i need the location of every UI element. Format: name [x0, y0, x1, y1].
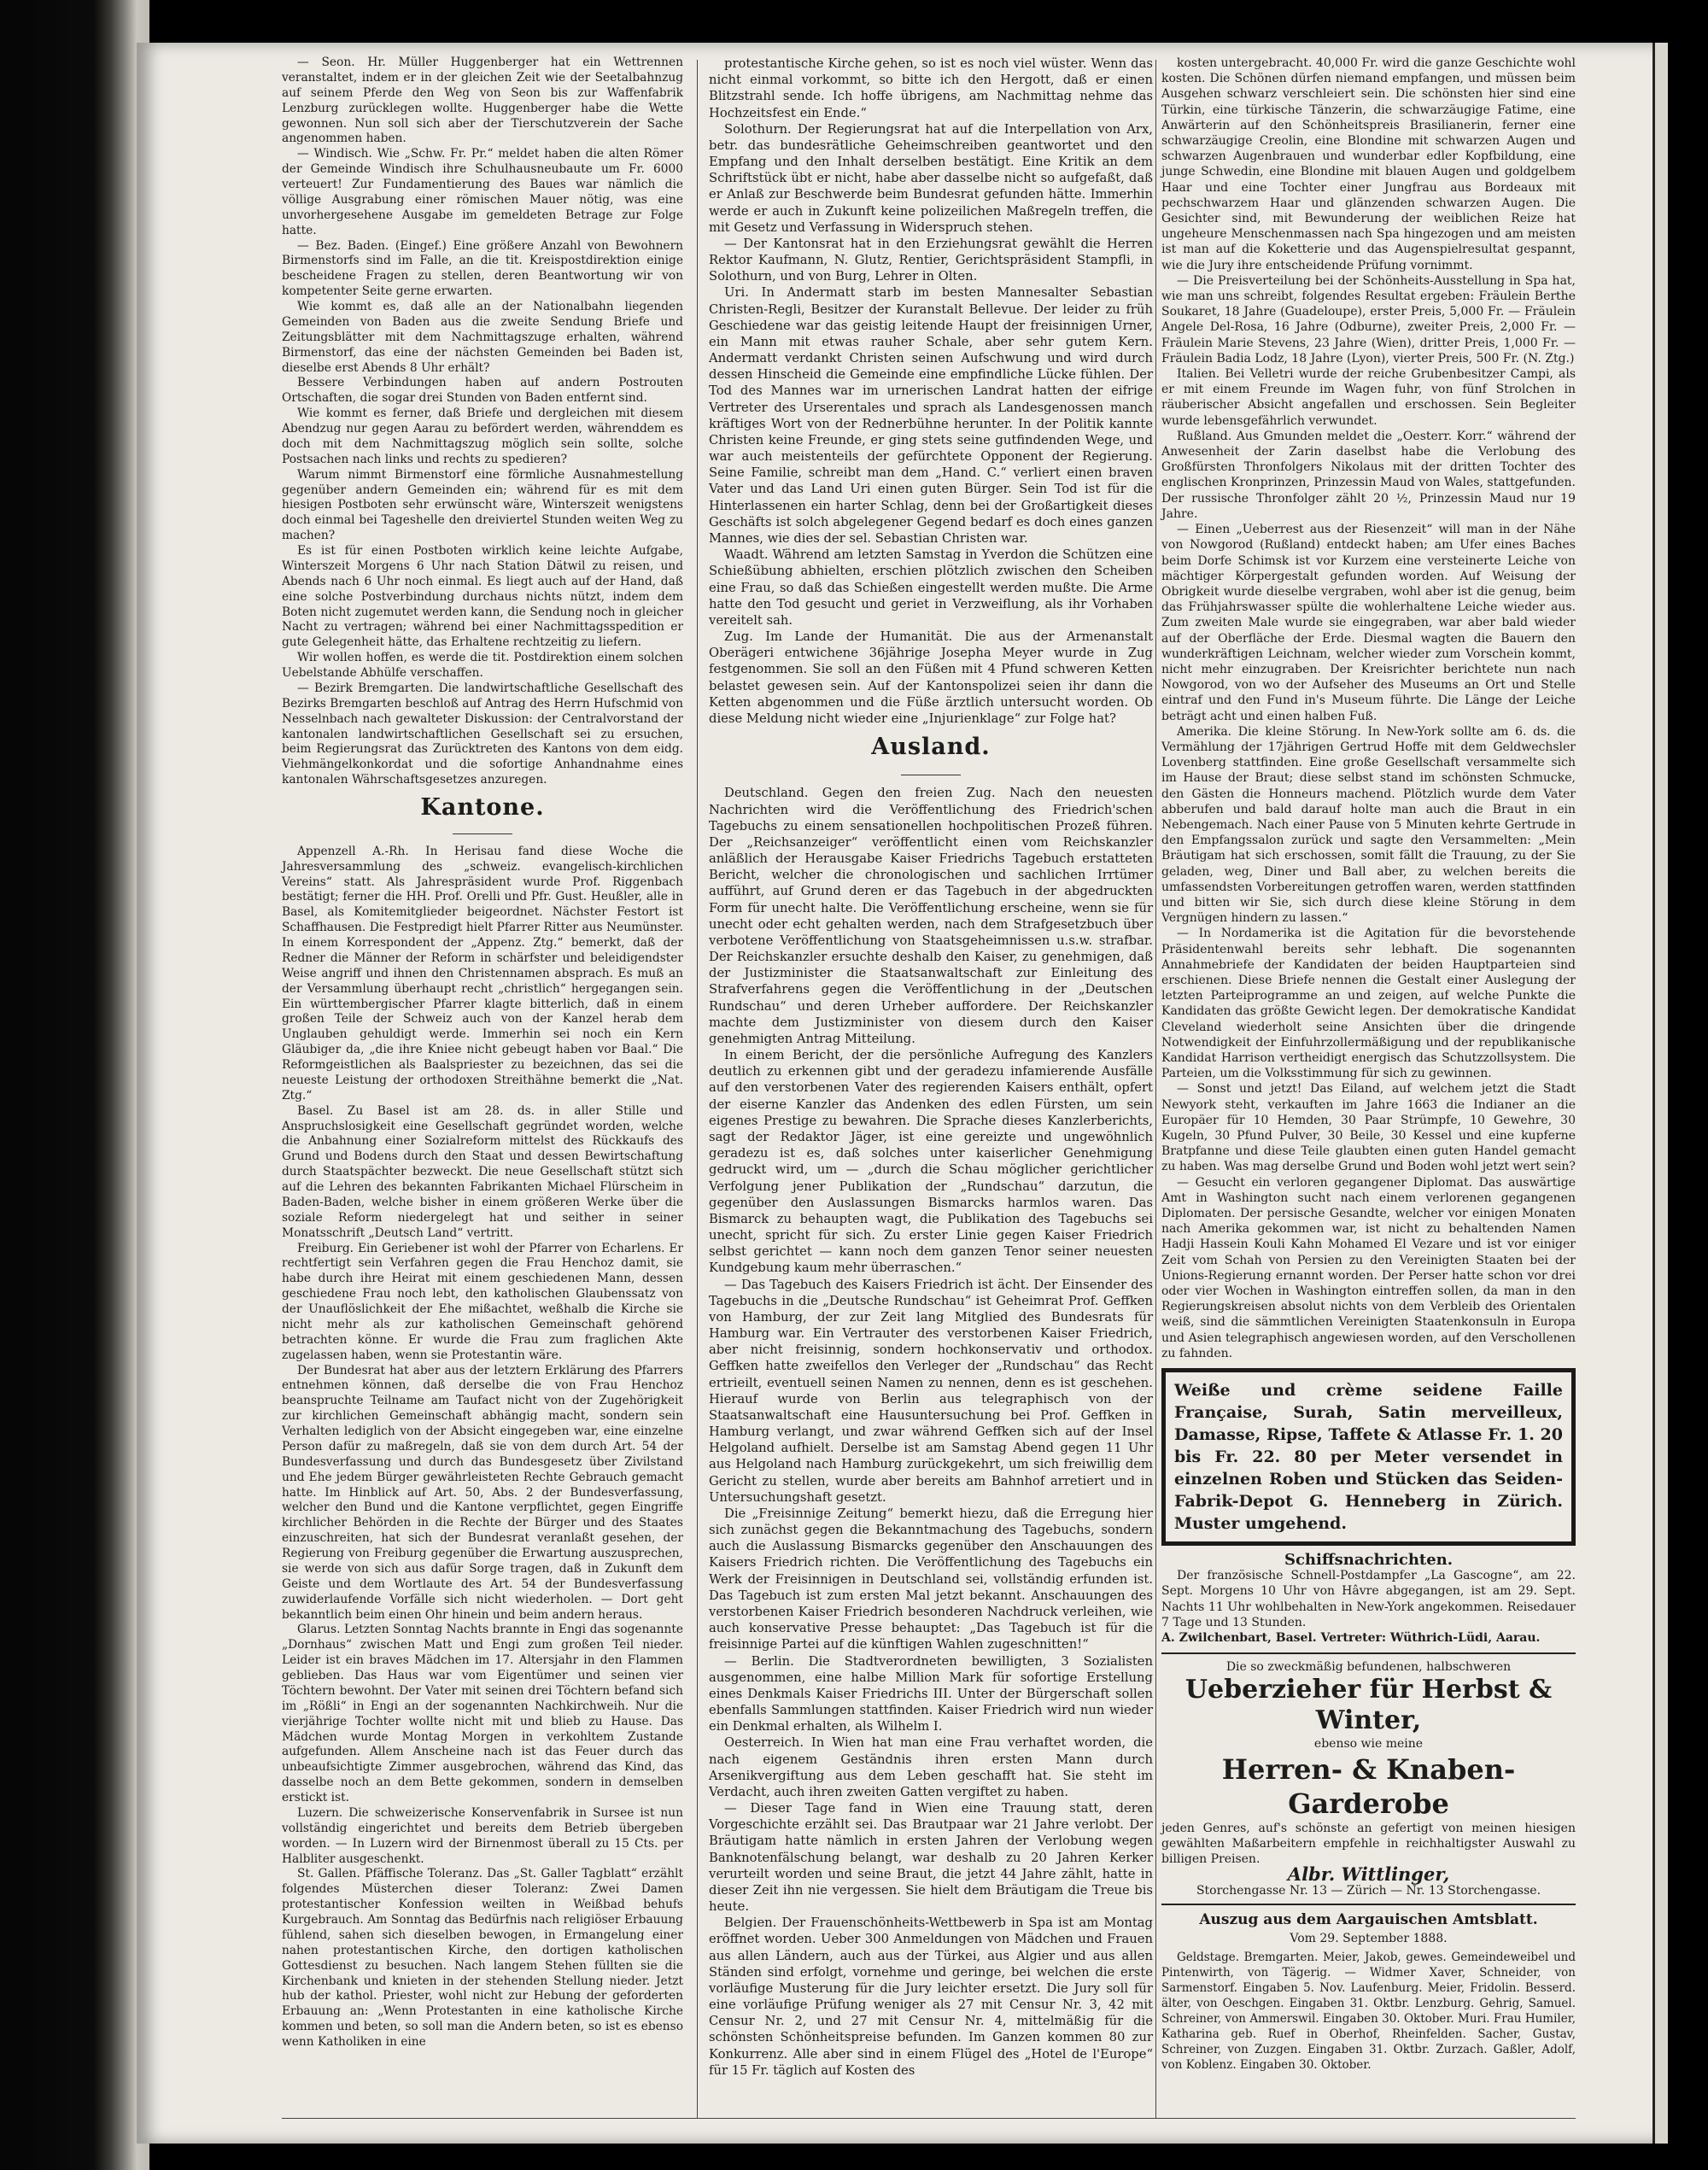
column-rule — [1155, 60, 1156, 2118]
article-paragraph: Waadt. Während am letzten Samstag in Yverdon die Schützen eine Schießübung abhielten, erschien plötzlich zwischen den Scheiben eine Frau, so daß das Schießen eingestellt werden mußte. Die Arme hatte den Tod gesucht und geriet in Verzweiflung, als ihr Vorhaben vereitelt sah. — [709, 547, 1153, 628]
article-paragraph: — Der Kantonsrat hat in den Erziehungsrat gewählt die Herren Rektor Kaufmann, N. Glutz, Rentier, Gerichtspräsident Stampfli, in Solothurn, und von Burg, Lehrer in Olten. — [709, 236, 1153, 284]
article-paragraph: Amerika. Die kleine Störung. In New-York sollte am 6. ds. die Vermählung der 17jährigen Gertrud Hoffe mit dem Geldwechsler Lovenberg stattfinden. Eine große Gesellschaft versammelte sich im Hause der Braut; diese selbst stand im schönsten Schmucke, den Gästen die Honneurs machend. Plötzlich wurde dem Vater abberufen und bald darauf holte man auch die Braut in ein Nebengemach. Nach einer Pause von 5 Minuten kehrte Gertrude in den Empfangssalon zurück und sagte den Versammelten: „Mein Bräutigam hat sich erschossen, somit fällt die Trauung, zu der Sie geladen, weg, Diner und Ball aber, zu welchen bereits die umfassendsten Vorbereitungen getroffen waren, werden stattfinden und bitten wir Sie, sich durch diese kleine Störung in dem Vergnügen hindern zu lassen.“ — [1161, 724, 1576, 926]
article-paragraph: St. Gallen. Pfäffische Toleranz. Das „St. Galler Tagblatt“ erzählt folgendes Müsterchen dieser Toleranz: Zwei Damen protestantischer Konfession weilten in Weißbad behufs Kurgebrauch. Am Sonntag das Bedürfnis nach religiöser Erbauung fühlend, sahen sich dieselben bewogen, in Ermangelung einer nahen protestantischen Kirche, den dortigen katholischen Gottesdienst zu besuchen. Nach langem Stehen füllten sie die Kirchenbank und knieten in der stehenden Stellung nieder. Jetzt hub der kathol. Priester, wohl nicht zur Hebung der geforderten Erbauung an: „Wenn Protestanten in eine katholische Kirche kommen und beten, so soll man die Andern beten, so ist es ebenso wenn Katholiken in eine — [282, 1867, 683, 2049]
article-paragraph: Freiburg. Ein Geriebener ist wohl der Pfarrer von Echarlens. Er rechtfertigt sein Verfahren gegen die Frau Henchoz damit, sie habe durch ihre Heirat mit einem geschiedenen Mann, dessen geschiedene Frau noch lebt, den katholischen Glaubenssatz von der Unauflöslichkeit der Ehe mißachtet, weßhalb die Kirche sie nicht mehr als zur katholischen Gemeinschaft gehörend betrachten könne. Er wurde die Frau zum fraglichen Akte zugelassen haben, wenn sie Protestantin wäre. — [282, 1241, 683, 1362]
article-paragraph: — Berlin. Die Stadtverordneten bewilligten, 3 Sozialisten ausgenommen, eine halbe Million Mark für sofortige Erstellung eines Denkmals Kaiser Friedrichs III. Unter der Bürgerschaft sollen ebenfalls Sammlungen stattfinden. Kaiser Friedrich wird nun wieder ein Denkmal erhalten, als Wilhelm I. — [709, 1653, 1153, 1734]
column-1 — [282, 56, 683, 2050]
column-2 — [709, 56, 1153, 2079]
article-paragraph: Deutschland. Gegen den freien Zug. Nach den neuesten Nachrichten wird die Veröffentlichung des Friedrich'schen Tagebuchs zu einem sensationellen hochpolitischen Prozeß führen. Der „Reichsanzeiger“ veröffentlicht einen vom Reichskanzler anläßlich der Herausgabe Kaiser Friedrichs Tagebuch erstatteten Bericht, welcher die chronologischen und sachlichen Irrtümer aufführt, auf Grund deren er das Tagebuch in der abgedruckten Form für unecht halte. Die Veröffentlichung erscheine, wenn sie für unecht oder echt gehalten werden, nach dem Strafgesetzbuch über verbotene Veröffentlichung von Staatsgeheimnissen u.s.w. strafbar. Der Reichskanzler ersuchte deshalb den Kaiser, zu genehmigen, daß der Justizminister die Staatsanwaltschaft zur Einleitung des Strafverfahrens gegen die Veröffentlichung in der „Deutschen Rundschau“ und deren Urheber auffordere. Der Reichskanzler machte dem Justizminister von diesem durch den Kaiser genehmigten Antrag Mitteilung. — [709, 786, 1153, 1046]
shipping-news-text: Der französische Schnell-Postdampfer „La Gascogne“, am 22. Sept. Morgens 10 Uhr von Hâvre abgegangen, ist am 29. Sept. Nachts 11 Uhr wohlbehalten in New-York angekommen. Reisedauer 7 Tage und 13 Stunden. — [1161, 1569, 1576, 1629]
section-separator — [709, 763, 1153, 780]
article-paragraph: Basel. Zu Basel ist am 28. ds. in aller Stille und Anspruchslosigkeit eine Gesellschaft gegründet worden, welche die Anbahnung einer Sozialreform mittelst des Rückkaufs des Grund und Bodens durch den Staat und dessen Bewirtschaftung durch Staatspächter bezweckt. Die neue Gesellschaft stützt sich auf die Lehren des bekannten Fabrikanten Michael Flürscheim in Baden-Baden, welche bisher in einem größeren Werke über die soziale Reform niedergelegt hat und seither in seiner Monatsschrift „Deutsch Land“ vertritt. — [282, 1103, 683, 1240]
coat-ad-garderobe: Herren- & Knaben-Garderobe — [1221, 1752, 1516, 1820]
article-paragraph: Appenzell A.-Rh. In Herisau fand diese Woche die Jahresversammlung des „schweiz. evangelisch-kirchlichen Vereins“ statt. Als Jahrespräsident wurde Prof. Riggenbach bestätigt; ferner die HH. Prof. Orelli und Pfr. Gust. Heußler, alle in Basel, als Komitemitglieder beigeordnet. Nächster Festort ist Schaffhausen. Die Festpredigt hielt Pfarrer Ritter aus Neumünster. In einem Korrespondent der „Appenz. Ztg.“ bemerkt, daß der Redner die Männer der Reform in schärfster und beleidigendster Weise angriff und ihnen den Christennamen absprach. Es muß an der Versammlung überhaupt recht „christlich“ hergegangen sein. Ein württembergischer Pfarrer klagte bitterlich, daß in einem großen Teile der Schweiz auch von der Kanzel herab dem Unglauben gehuldigt werde. Immerhin sei noch ein Kern Gläubiger da, „die ihre Kniee nicht gebeugt haben vor Baal.“ Die Reformgeistlichen als Baalspriester zu bezeichnen, das sei die neueste Leistung der orthodoxen Streithähne bemerkt die „Nat. Ztg.“ — [282, 844, 683, 1103]
article-paragraph: Wie kommt es, daß alle an der Nationalbahn liegenden Gemeinden von Baden aus die zweite Sendung Briefe und Zeitungsblätter mit dem Nachmittagszuge erhalten, während Birmenstorf, das eine der nächsten Gemeinden bei Baden ist, dieselbe erst Abends 8 Uhr erhält? — [282, 300, 683, 375]
coat-ad-sub: ebenso wie meine — [1313, 1737, 1424, 1752]
article-paragraph: Belgien. Der Frauenschönheits-Wettbewerb in Spa ist am Montag eröffnet worden. Ueber 300 Anmeldungen von Mädchen und Frauen aus allen Ländern, auch aus der Türkei, aus Algier und aus allen Ständen sind erfolgt, vornehme und geringe, bei welchen die erste vorläufige Musterung für die Jury leichter ersetzt. Die Jury soll für eine vorläufige Prüfung weniger als 27 mit Censur Nr. 3, 42 mit Censur Nr. 2, und 27 mit Censur Nr. 4, mittelmäßig für die schönsten Schönheitspreise befunden. Im Ganzen kommen 80 zur Konkurrenz. Alle aber sind in einem Flügel des „Hotel de l'Europe“ für 15 Fr. täglich auf Kosten des — [709, 1916, 1153, 2078]
shipping-news-title: Schiffsnachrichten. — [1284, 1551, 1454, 1570]
article-paragraph: Es ist für einen Postboten wirklich keine leichte Aufgabe, Winterszeit Morgens 6 Uhr nach Station Dätwil zu reisen, und Abends nach 6 Uhr noch einmal. Es liegt auch auf der Hand, daß eine solche Postverbindung durchaus nichts nützt, indem dem Boten nicht zugemutet werden kann, die Sendung noch in gleicher Nacht zu vertragen; während bei einer Nachmittagsspedition er gute Gelegenheit hätte, das Erhaltene rechtzeitig zu liefern. — [282, 544, 683, 650]
article-paragraph: Die „Freisinnige Zeitung“ bemerkt hiezu, daß die Erregung hier sich zunächst gegen die Bekanntmachung des Tagebuchs, sondern auch die Auslassung Bismarcks gegenüber den Anschauungen des Kaisers Friedrich richten. Die Veröffentlichung des Tagebuchs ein Werk der Freisinnigen in Deutschland sei, vollständig erfunden ist. Das Tagebuch ist zum ersten Mal jetzt bekannt. Anschauungen des verstorbenen Kaiser Friedrich besonderen Nachdruck verleihen, wie auch konservative Presse behauptet: „Das Tagebuch ist für die freisinnige Partei auf die künftigen Wahlen zugeschnitten!“ — [709, 1506, 1153, 1652]
article-paragraph: Luzern. Die schweizerische Konservenfabrik in Sursee ist nun vollständig eingerichtet und bereits dem Betrieb übergeben worden. — In Luzern wird der Birnenmost überall zu 15 Cts. per Halbliter ausgeschenkt. — [282, 1805, 683, 1866]
section-title-kantone: Kantone. — [420, 794, 545, 821]
article-paragraph: — Bezirk Bremgarten. Die landwirtschaftliche Gesellschaft des Bezirks Bremgarten beschloß auf Antrag des Herrn Hufschmid von Nesselnbach nach gewalteter Diskussion: der Centralvorstand der kantonalen landwirtschaftlichen Gesellschaft sei zu ersuchen, beim Regierungsrat das Zurücktreten des Kantons von dem eidg. Viehmängelkonkordat und die sofortige Anhandnahme eines kantonalen Währschaftsgesetzes anzuregen. — [282, 681, 684, 787]
article-paragraph: — Einen „Ueberrest aus der Riesenzeit“ will man in der Nähe von Nowgorod (Rußland) entdeckt haben; am Ufer eines Baches beim Dorfe Schimsk ist vor Kurzem eine versteinerte Leiche von mächtiger Körpergestalt gefunden worden. Auf Weisung der Obrigkeit wurde dieselbe vergraben, wohl aber ist die genug, beim das Frühjahrswasser spülte die wohlerhaltene Leiche wieder aus. Zum zweiten Male wurde sie eingegraben, war aber bald wieder auf der Oberfläche der Erde. Diesmal wagten die Bauern den wunderkräftigen Leichnam, welcher wieder zum Vorschein kommt, nicht mehr einzugraben. Der Kreisrichter berichtete nun nach Nowgorod, von wo der Aufseher des Museums an Ort und Stelle eintraf und den Fund in's Museum führte. Die Länge der Leiche beträgt acht und einen halben Fuß. — [1161, 523, 1576, 723]
column-3 — [1161, 56, 1576, 2073]
article-paragraph: — Die Preisverteilung bei der Schönheits-Ausstellung in Spa hat, wie man uns schreibt, folgendes Resultat ergeben: Fräulein Berthe Soukaret, 18 Jahre (Guadeloupe), erster Preis, 5,000 Fr. — Fräulein Angele Del-Rosa, 16 Jahre (Odburne), zweiter Preis, 2,000 Fr. — Fräulein Marie Stevens, 23 Jahre (Wien), dritter Preis, 1,000 Fr. — Fräulein Badia Lodz, 18 Jahre (Lyon), vierter Preis, 500 Fr. (N. Ztg.) — [1161, 273, 1576, 366]
section-title-ausland: Ausland. — [871, 734, 991, 761]
article-paragraph: Oesterreich. In Wien hat man eine Frau verhaftet worden, die nach eigenem Geständnis ihren ersten Mann durch Arsenikvergiftung aus dem Leben geschafft hat. Sie steht im Verdacht, auch ihren zweiten Gatten vergiftet zu haben. — [709, 1735, 1153, 1799]
column-2-articles — [709, 56, 1153, 727]
coat-ad-text: jeden Genres, auf's schönste an gefertigt von meinen hiesigen gewählten Maßarbeitern empfehle in reichhaltigster Auswahl zu billigen Preisen. — [1161, 1821, 1576, 1867]
coat-ad-headline: Ueberzieher für Herbst & Winter, — [1184, 1675, 1553, 1736]
article-paragraph: Uri. In Andermatt starb im besten Mannesalter Sebastian Christen-Regli, Besitzer der Kuranstalt Bellevue. Der leider zu früh Geschiedene war das geistig leitende Haupt der freisinnigen Urner, ein Mann mit etwas rauher Schale, aber sehr gutem Kern. Andermatt verdankt Christen seinen Aufschwung und wird durch dessen Hinscheid die Gemeinde eine empfindliche Lücke fühlen. Der Tod des Mannes war im urnerischen Landrat hatten der eifrige Vertreter des Urserentales und sprach als Landesgenossen manch kräftiges Wort von der Rednerbühne herunter. In der Politik kannte Christen keine Freunde, er ging stets seine gutfindenden Wege, und war auch meistenteils der gefürchtete Opponent der Regierung. Seine Familie, schreibt man dem „Hand. C.“ verliert einen braven Vater und das Land Uri einen guten Bürger. Sein Tod ist für die Hinterlassenen ein harter Schlag, denn bei der Großartigkeit dieses Geschäfts ist solch abgelegener Gegend bedarf es doch eines ganzen Mannes, wie dies der sel. Sebastian Christen war. — [709, 285, 1153, 546]
amtsblatt-text: Geldstage. Bremgarten. Meier, Jakob, gewes. Gemeindeweibel und Pintenwirth, von Tägerig. — Widmer Xaver, Schneider, von Sarmenstorf. Eingaben 5. Nov. Laufenburg. Meier, Fridolin. Besserd. älter, von Oeschgen. Eingaben 31. Oktbr. Lenzburg. Gehrig, Samuel. Schreiner, von Ammerswil. Eingaben 30. Oktober. Muri. Frau Humiler, Katharina geb. Ruef in Oberhof, Rheinfelden. Sacher, Gustav, Schreiner, von Zuzgen. Eingaben 31. Oktbr. Zurzach. Gaßler, Adolf, von Koblenz. Eingaben 30. Oktober. — [1161, 1951, 1576, 2073]
article-paragraph: Der Bundesrat hat aber aus der letztern Erklärung des Pfarrers entnehmen können, daß derselbe die von Frau Henchoz beanspruchte Teilname am Taufact nicht von der Zugehörigkeit zur kirchlichen Gemeinschaft abhängig macht, sondern sein Verhalten lediglich von der Absicht eingegeben war, eine einzelne Person dafür zu maßregeln, daß sie von dem durch Art. 54 der Bundesverfassung und durch das Bundesgesetz über Zivilstand und Ehe jedem Bürger gewährleisteten Rechte Gebrauch gemacht hatte. Im Hinblick auf Art. 50, Abs. 2 der Bundesverfassung, welcher den Bund und die Kantone verpflichtet, gegen Eingriffe kirchlicher Behörden in die Rechte der Bürger und des Staates einzuschreiten, hat sich der Bundesrat veranlaßt gesehen, der Regierung von Freiburg gegenüber die Erwartung auszusprechen, sie werde von sich aus dafür Sorge tragen, daß in Zukunft dem Geiste und dem Wortlaute des Art. 54 der Bundesverfassung zuwiderlaufende Vorfälle sich nicht wiederholen. — Dort geht bekanntlich beim einen Ohr hinein und beim andern heraus. — [282, 1363, 683, 1622]
article-paragraph: In einem Bericht, der die persönliche Aufregung des Kanzlers deutlich zu erkennen gibt und der geradezu infamierende Ausfälle auf den verstorbenen Vater des regierenden Kaisers enthält, opfert der eiserne Kanzler das Andenken des edlen Fürsten, um sein eigenes Prestige zu bewahren. Die Sprache dieses Kanzlerberichts, sagt der Redaktor Jäger, ist eine gereizte und ungewöhnlich geradezu ist es, daß solches unter kaiserlicher Genehmigung gedruckt wird, um — „durch die Schau möglicher gerichtlicher Verfolgung jener Publikation der „Rundschau“ darzutun, die gegenüber den Auslassungen Bismarcks harmlos waren. Das Bismarck zu behaupten wagt, die Publikation des Tagebuchs sei unecht, spricht für sich. Zu erster Linie gegen Kaiser Friedrich selbst gerichtet — kann noch dem ganzen Tenor seiner neuesten Kundgebung kaum mehr überraschen.“ — [709, 1048, 1153, 1276]
column-1-kantone-articles — [282, 845, 683, 2050]
article-paragraph: Wie kommt es ferner, daß Briefe und dergleichen mit diesem Abendzug nur gegen Aarau zu befördert werden, währenddem es doch mit dem Nachmittagszug möglich sein sollte, solche Postsachen nach links und rechts zu spedieren? — [282, 407, 683, 466]
amtsblatt-date: Vom 29. September 1888. — [1290, 1931, 1448, 1945]
bottom-rule — [282, 2118, 1576, 2119]
silk-advertisement: Weiße und crème seidene Faille Française, Surah, Satin merveilleux, Damasse, Ripse, Taffete & Atlasse Fr. 1. 20 bis Fr. 22. 80 per Meter versendet in einzelnen Roben und Stücken das Seiden-Fabrik-Depot G. Henneberg in Zürich. Muster umgehend. — [1161, 1368, 1576, 1546]
article-paragraph: — Das Tagebuch des Kaisers Friedrich ist ächt. Der Einsender des Tagebuchs in die „Deutsche Rundschau“ ist Geheimrat Prof. Geffken von Hamburg, der zur Zeit lang Mitglied des Bundesrats für Hamburg war. Ein Vertrauter des verstorbenen Kaiser Friedrich, aber nicht freisinnig, sondern hochkonservativ und orthodox. Geffken hatte zweifellos den Verleger der „Rundschau“ das Recht ertrieilt, eventuell seinen Namen zu nennen, denn es ist geschehen. Hierauf wurde von Berlin aus telegraphisch von der Staatsanwaltschaft eine Hausuntersuchung bei Prof. Geffken in Hamburg verlangt, und zwar während Geffken sich auf der Insel Helgoland aufhielt. Derselbe ist am Samstag Abend gegen 11 Uhr aus Helgoland nach Hamburg zurückgekehrt, um sich freiwillig dem Gericht zu stellen, wurde aber bereits am Bahnhof arretiert und in Untersuchungshaft gesetzt. — [709, 1277, 1153, 1505]
next-page-edge — [1652, 43, 1668, 2144]
coat-ad-address: Storchengasse Nr. 13 — Zürich — Nr. 13 Storchengasse. — [1196, 1883, 1541, 1898]
article-paragraph: — Windisch. Wie „Schw. Fr. Pr.“ meldet haben die alten Römer der Gemeinde Windisch ihre Schulhausneubaute um Fr. 6000 verteuert! Zur Fundamentierung des Baues war nämlich die völlige Ausgrabung einer römischen Mauer nötig, was eine unvorhergesehene Ausgabe im gemeldeten Betrage zur Folge hatte. — [282, 147, 683, 237]
column-3-articles — [1161, 56, 1576, 1361]
article-paragraph: Bessere Verbindungen haben auf andern Postrouten Ortschaften, die sogar drei Stunden von Baden entfernt sind. — [282, 376, 683, 406]
article-paragraph: Italien. Bei Velletri wurde der reiche Grubenbesitzer Campi, als er mit einem Freunde im Wagen fuhr, von fünf Strolchen in räuberischer Absicht angefallen und erschossen. Sein Begleiter wurde lebensgefährlich verwundet. — [1161, 367, 1576, 428]
column-1-articles — [282, 56, 683, 788]
article-paragraph: protestantische Kirche gehen, so ist es noch viel wüster. Wenn das nicht einmal vorkommt, so bitte ich den Hergott, daß er einen Blitzstrahl sende. Ich hoffe übrigens, am Nachmittag nehme das Hochzeitsfest ein Ende.“ — [709, 56, 1153, 120]
coat-ad-signature: Albr. Wittlinger, — [1287, 1863, 1450, 1886]
article-paragraph: — Gesucht ein verloren gegangener Diplomat. Das auswärtige Amt in Washington sucht nach einem verlorenen gegangenen Diplomaten. Der persische Gesandte, welcher vor einigen Monaten nach Amerika gekommen war, ist nicht zu behaltenden Namen Hadji Hassein Kouli Kahn Mohamed El Vezare und ist vor einiger Zeit vom Schah von Persien zu den Vereinigten Staaten bei der Unions-Regierung ernannt worden. Der Perser hatte schon vor drei oder vier Wochen in Washington eintreffen sollen, da man in den Regierungskreisen absolut nichts von dem Verbleib des Orientalen weiß, sind die sämmtlichen Vereinigten Staatenkonsuln in Europa und Asien telegraphisch angewiesen worden, auf den Verschollenen zu fahnden. — [1161, 1175, 1576, 1360]
column-2-ausland-articles — [709, 785, 1153, 2079]
article-paragraph: kosten untergebracht. 40,000 Fr. wird die ganze Geschichte wohl kosten. Die Schönen dürfen niemand empfangen, und müssen beim Ausgehen schwarz verschleiert sein. Die schönsten hier sind eine Türkin, eine türkische Tänzerin, die schwarzäugige Fatime, eine Anwärterin auf den Schönheitspreis Brasilianerin, ferner eine schwarzäugige Creolin, eine Blondine mit schwarzen Augen und schwarzen Augenbrauen und wunderbar edler Kopfbildung, eine junge Schwedin, eine Blondine mit blauen Augen und goldgelbem Haar und eine Tochter einer Jungfrau aus Bordeaux mit pechschwarzem Haar und glänzenden schwarzen Augen. Die Gesichter sind, mit Bewunderung der weiblichen Reize hat ungeheure Menschenmassen nach Spa hingezogen und am meisten ist man auf die Koketterie und das Augenspielresultat gespannt, wie die Jury ihre entscheidende Prüfung vornimmt. — [1161, 56, 1576, 272]
article-paragraph: Wir wollen hoffen, es werde die tit. Postdirektion einem solchen Uebelstande Abhülfe verschaffen. — [282, 651, 683, 680]
article-paragraph: Solothurn. Der Regierungsrat hat auf die Interpellation von Arx, betr. das bundesrätliche Geheimschreiben geantwortet und den Empfang und den Inhalt derselben bestätigt. Eine Kritik an dem Schriftstück übt er nicht, habe aber dasselbe nicht so aufgefaßt, daß er Anlaß zur Beschwerde beim Bundesrat gefunden hätte. Immerhin werde er auch in Zukunft keine polizeilichen Maßregeln treffen, die mit Gesetz und Verfassung in Widerspruch stehen. — [709, 121, 1153, 235]
article-paragraph: Glarus. Letzten Sonntag Nachts brannte in Engi das sogenannte „Dornhaus“ zwischen Matt und Engi zum großen Teil nieder. Leider ist ein braves Mädchen im 17. Altersjahr in den Flammen geblieben. Das Haus war vom Eigentümer und seinen vier Töchtern bewohnt. Der Vater mit seinen drei Töchtern befand sich im „Rößli“ in Engi an der sogenannten Nachkirchweih. Nur die vierjährige Tochter wollte nicht mit und blieb zu Hause. Das Mädchen wurde Montag Morgen in verkohltem Zustande aufgefunden. Allem Anscheine nach ist das Feuer durch das unbeaufsichtigte Zimmer ausgebrochen, während das Kind, das dasselbe noch an dem Bette gekommen, sondern in demselben erstickt ist. — [282, 1623, 683, 1804]
amtsblatt-title: Auszug aus dem Aargauischen Amtsblatt. — [1199, 1910, 1538, 1928]
article-paragraph: — In Nordamerika ist die Agitation für die bevorstehende Präsidentenwahl bereits sehr lebhaft. Die sogenannten Annahmebriefe der Kandidaten der beiden Hauptparteien sind erschienen. Diese Briefe nennen die Gestalt einer Auslegung der letzten Parteiprogramme an und zeigen, auf welche Punkte die Kandidaten das größte Gewicht legen. Der demokratische Kandidat Cleveland wiederholt seine Ansichten über die dringende Notwendigkeit der Einfuhrzollermäßigung und der republikanische Kandidat Harrison vertheidigt energisch das Schutzzollsystem. Die Parteien, um die Volksstimmung für sich zu gewinnen. — [1161, 927, 1576, 1081]
article-paragraph: — Seon. Hr. Müller Huggenberger hat ein Wettrennen veranstaltet, indem er in der gleichen Zeit wie der Seetalbahnzug auf seinem Pferde den Weg von Seon bis zur Waffenfabrik Lenzburg zurücklegen wollte. Huggenberger habe die Wette gewonnen. Nun soll sich aber der Tierschutzverein der Sache angenommen haben. — [282, 56, 683, 146]
article-paragraph: Rußland. Aus Gmunden meldet die „Oesterr. Korr.“ während der Anwesenheit der Zarin daselbst habe die Verlobung des Großfürsten Thronfolgers Nikolaus mit der dritten Tochter des englischen Kronprinzen, Prinzessin Maud von Wales, stattgefunden. Der russische Thronfolger zählt 20 ½, Prinzessin Maud nur 19 Jahre. — [1161, 429, 1576, 521]
article-paragraph: — Dieser Tage fand in Wien eine Trauung statt, deren Vorgeschichte erzählt sei. Das Brautpaar war 21 Jahre verlobt. Der Bräutigam hatte nämlich in ersten Jahren der Verlobung wegen Banknotenfälschung belangt, war deshalb zu 20 Jahren Kerker verurteilt worden und seine Braut, die jetzt 44 Jahre zählt, hatte in dieser Zeit ihn nie vergessen. Sie hielt dem Bräutigam die Treue bis heute. — [709, 1801, 1153, 1915]
shipping-agent: A. Zwilchenbart, Basel. Vertreter: Wüthrich-Lüdi, Aarau. — [1161, 1631, 1541, 1646]
article-paragraph: Warum nimmt Birmenstorf eine förmliche Ausnahmestellung gegenüber andern Gemeinden ein; während für es mit dem hiesigen Postboten sehr erwünscht wäre, Winterszeit wenigstens doch einmal bei Tageshelle den dreiviertel Stunden weiten Weg zu machen? — [282, 467, 683, 543]
book-binding-edge — [0, 0, 149, 2170]
article-paragraph: — Sonst und jetzt! Das Eiland, auf welchem jetzt die Stadt Newyork steht, verkauften im Jahre 1663 die Indianer an die Europäer für 10 Hemden, 30 Paar Strümpfe, 10 Gewehre, 30 Kugeln, 30 Pfund Pulver, 30 Beile, 30 Kessel und eine kupferne Bratpfanne und diese Teile glaubten einen guten Handel gemacht zu haben. Was mag derselbe Grund und Boden wohl jetzt wert sein? — [1161, 1082, 1576, 1174]
column-rule — [697, 60, 698, 2118]
article-paragraph: — Bez. Baden. (Eingef.) Eine größere Anzahl von Bewohnern Birmenstorfs sind im Falle, an die tit. Kreispostdirektion einige bescheidene Fragen zu stellen, deren Beantwortung wir von kompetenter Seite gerne erwarten. — [282, 238, 683, 299]
coat-advertisement — [1161, 1652, 1576, 1904]
coat-ad-intro: Die so zweckmäßig befundenen, halbschweren — [1225, 1660, 1512, 1675]
article-paragraph: Zug. Im Lande der Humanität. Die aus der Armenanstalt Oberägeri entwichene 36jährige Josepha Meyer wurde in Zug festgenommen. Sie soll an den Füßen mit 4 Pfund schweren Ketten belastet gewesen sein. Auf der Kantonspolizei seien ihr dann die Ketten abgenommen und die Füße ärztlich untersucht worden. Ob diese Meldung nicht wieder eine „Injurienklage“ zur Folge hat? — [709, 629, 1153, 726]
section-separator — [282, 824, 683, 839]
